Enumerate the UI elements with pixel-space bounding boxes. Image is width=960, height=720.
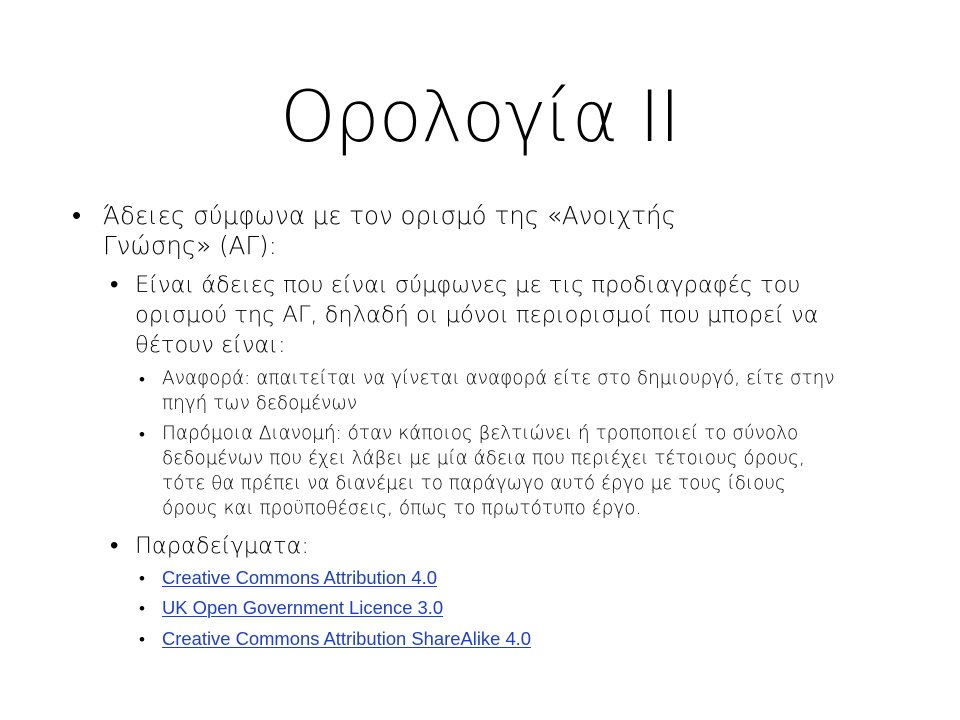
bullet-icon: • — [139, 569, 145, 588]
link-cc-by-4[interactable]: Creative Commons Attribution 4.0 — [162, 567, 437, 588]
bullet-text-line: Άδειες σύμφωνα με τον ορισμό της «Ανοιχτής — [103, 201, 676, 230]
link-uk-ogl-3[interactable]: UK Open Government Licence 3.0 — [162, 597, 444, 618]
bullet-text-line: πηγή των δεδομένων — [162, 393, 357, 414]
bullet-icon: • — [139, 599, 145, 618]
bullet-icon: • — [139, 370, 145, 389]
bullet-text-line: θέτουν είναι: — [135, 332, 286, 358]
bullet-text-line: ορισμού της ΑΓ, δηλαδή οι μόνοι περιορισμοί που μπορεί να — [135, 302, 819, 328]
bullet-text-line: δεδομένων που έχει λάβει με μία άδεια που περιέχει τέτοιους όρους, — [162, 448, 805, 469]
bullet-text-line: Είναι άδειες που είναι σύμφωνες με τις προδιαγραφές του — [135, 272, 801, 298]
bullet-text-line: Παρόμοια Διανομή: όταν κάποιος βελτιώνει ή τροποποιεί το σύνολο — [162, 423, 799, 444]
bullet-icon: • — [110, 532, 119, 559]
bullet-icon: • — [110, 271, 119, 298]
bullet-icon: • — [139, 630, 145, 649]
bullet-text-line: τότε θα πρέπει να διανέμει το παράγωγο αυτό έργο με τους ίδιους — [162, 473, 786, 494]
bullet-text-line: όρους και προϋποθέσεις, όπως το πρωτότυπο έργο. — [162, 498, 642, 519]
bullet-icon: • — [72, 200, 82, 230]
bullet-text-line: Αναφορά: απαιτείται να γίνεται αναφορά είτε στο δημιουργό, είτε στην — [162, 368, 835, 389]
bullet-icon: • — [139, 425, 145, 444]
bullet-text-line: Γνώσης» (ΑΓ): — [103, 231, 277, 260]
bullet-text-line: Παραδείγματα: — [135, 533, 309, 559]
slide-title: Ορολογία ΙΙ — [280, 76, 680, 158]
link-cc-by-sa-4[interactable]: Creative Commons Attribution ShareAlike 4.0 — [162, 628, 532, 649]
